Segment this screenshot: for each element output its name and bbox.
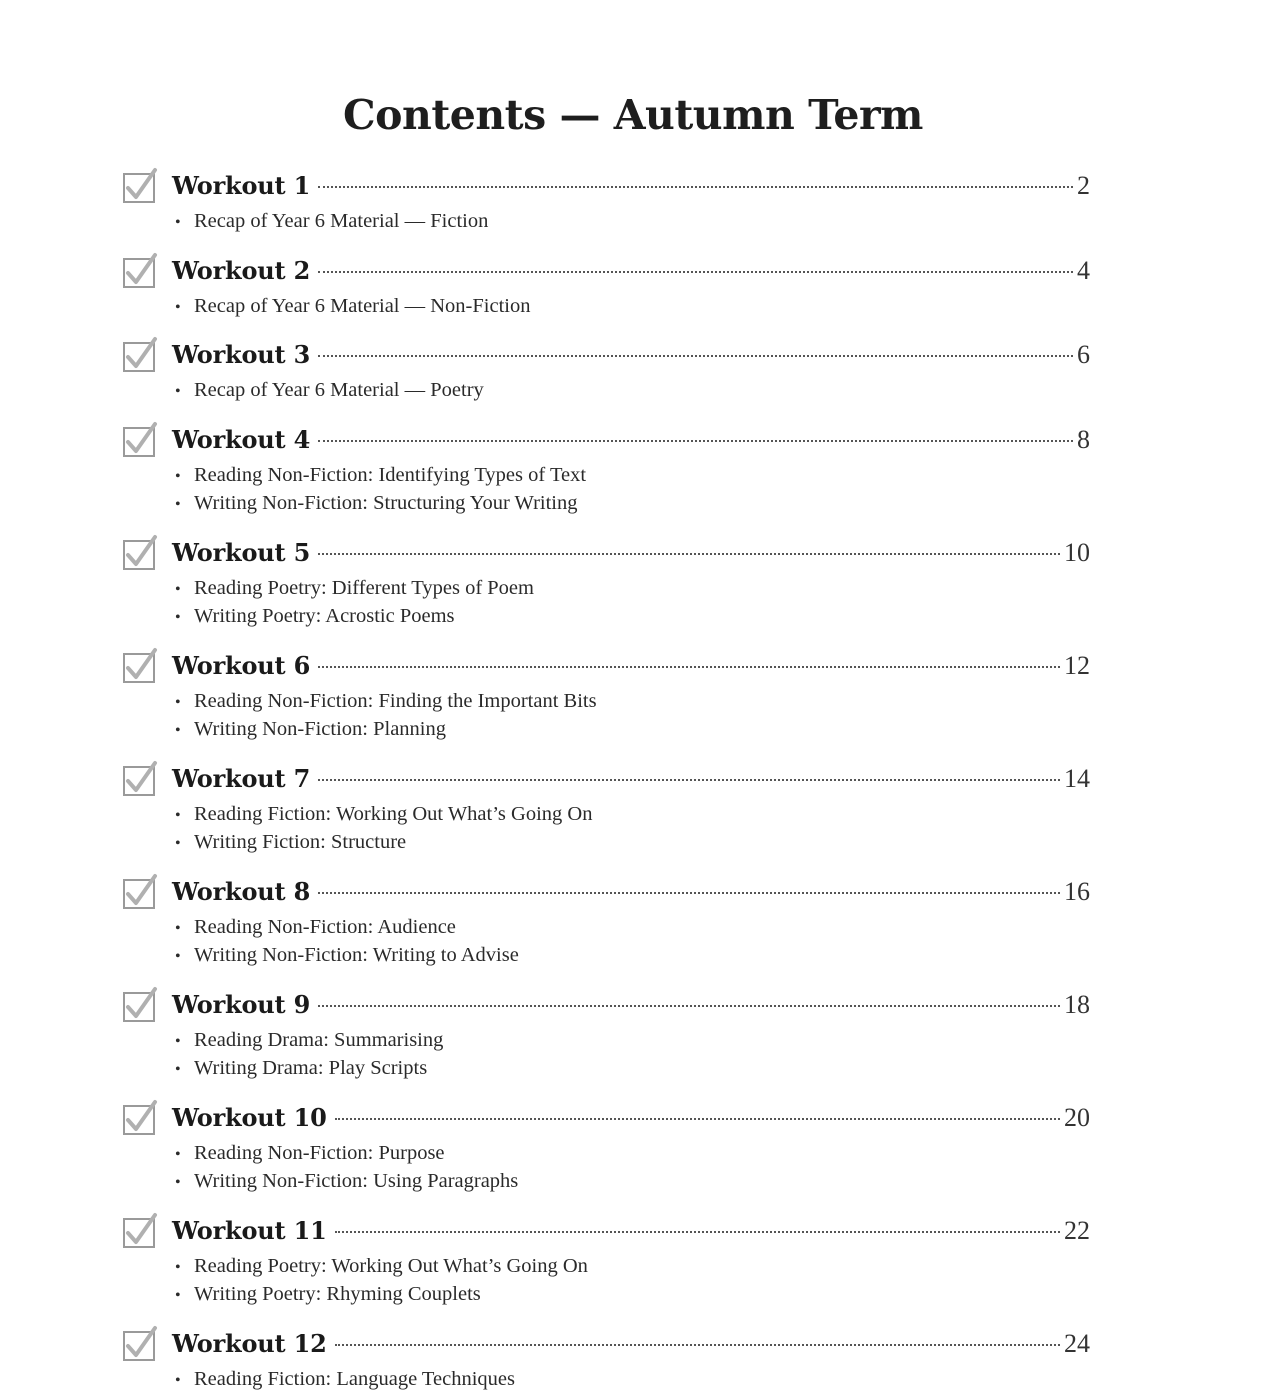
topic-list — [122, 913, 1090, 970]
toc-entry-heading — [122, 645, 1090, 687]
checkbox-tick-icon[interactable] — [122, 987, 158, 1023]
topic-list — [122, 1026, 1090, 1083]
page-title: Contents — Autumn Term — [343, 91, 923, 139]
topic-text: Reading Non-Fiction: Identifying Types of Text — [194, 463, 587, 486]
bullet-icon: • — [175, 383, 181, 400]
topic-item — [175, 1139, 1090, 1168]
bullet-icon: • — [175, 722, 181, 739]
bullet-icon: • — [175, 609, 181, 626]
entry-spacer — [122, 405, 1090, 419]
entry-spacer — [122, 744, 1090, 758]
toc-entry-heading — [122, 165, 1090, 207]
bullet-icon: • — [175, 693, 181, 711]
toc-entry — [122, 984, 1090, 1083]
topic-text: Writing Drama: Play Scripts — [194, 1057, 428, 1079]
topic-item — [175, 1252, 1090, 1281]
toc-entry-heading — [122, 419, 1090, 461]
entry-spacer — [122, 970, 1090, 984]
workout-title: Workout 6 — [172, 650, 311, 680]
bullet-icon: • — [175, 298, 181, 316]
topic-list — [122, 687, 1090, 744]
topic-text: Reading Poetry: Different Types of Poem — [194, 576, 534, 599]
bullet-icon: • — [175, 1032, 181, 1050]
page-number: 6 — [1077, 340, 1090, 369]
workout-title: Workout 8 — [172, 876, 311, 906]
dot-leader — [318, 440, 1073, 442]
bullet-icon: • — [175, 1371, 181, 1389]
topic-list — [122, 1365, 1090, 1394]
topic-item — [175, 687, 1090, 716]
bullet-icon: • — [175, 1287, 181, 1304]
entry-spacer — [122, 1083, 1090, 1097]
dot-leader — [318, 355, 1073, 357]
entry-spacer — [122, 857, 1090, 871]
dot-leader — [318, 892, 1060, 894]
topic-text: Recap of Year 6 Material — Non-Fiction — [194, 294, 531, 317]
checkbox-tick-icon[interactable] — [122, 874, 158, 910]
topic-list — [122, 1139, 1090, 1196]
toc-entry — [122, 1097, 1090, 1196]
workout-title: Workout 1 — [172, 171, 311, 200]
dot-leader — [318, 779, 1060, 781]
entry-spacer — [122, 236, 1090, 250]
workout-title: Workout 11 — [172, 1215, 327, 1245]
workout-title: Workout 5 — [172, 537, 311, 567]
toc-entry-heading — [122, 1323, 1090, 1365]
entry-spacer — [122, 320, 1090, 334]
toc-entry — [122, 419, 1090, 518]
toc-entry-heading — [122, 758, 1090, 800]
page-number: 16 — [1064, 876, 1090, 906]
topic-text: Reading Non-Fiction: Audience — [194, 915, 456, 938]
bullet-icon: • — [175, 467, 181, 485]
page-number: 22 — [1064, 1215, 1090, 1245]
toc-entry-heading — [122, 532, 1090, 574]
topic-text: Writing Poetry: Rhyming Couplets — [194, 1283, 481, 1305]
workout-title: Workout 2 — [172, 255, 311, 285]
topic-text: Writing Non-Fiction: Planning — [194, 718, 446, 740]
topic-list — [122, 207, 1090, 236]
page-number: 2 — [1077, 171, 1090, 200]
bullet-icon: • — [175, 1061, 181, 1078]
dot-leader — [318, 666, 1060, 668]
dot-leader — [335, 1344, 1060, 1346]
topic-item — [175, 489, 1090, 518]
topic-list — [122, 461, 1090, 518]
topic-item — [175, 1026, 1090, 1055]
checkbox-tick-icon[interactable] — [122, 422, 158, 458]
toc-entry — [122, 165, 1090, 236]
topic-text: Reading Non-Fiction: Finding the Important Bits — [194, 689, 597, 712]
bullet-icon: • — [175, 1258, 181, 1276]
topic-text: Writing Non-Fiction: Structuring Your Writing — [194, 492, 578, 514]
toc-entry-heading — [122, 984, 1090, 1026]
topic-list — [122, 574, 1090, 631]
topic-item — [175, 1365, 1090, 1394]
topic-item — [175, 800, 1090, 829]
bullet-icon: • — [175, 580, 181, 598]
topic-item — [175, 1054, 1090, 1083]
topic-text: Reading Poetry: Working Out What’s Going On — [194, 1254, 588, 1277]
dot-leader — [318, 186, 1073, 188]
checkbox-tick-icon[interactable] — [122, 1213, 158, 1249]
checkbox-tick-icon[interactable] — [122, 648, 158, 684]
dot-leader — [335, 1118, 1060, 1120]
bullet-icon: • — [175, 214, 181, 231]
page-number: 20 — [1064, 1102, 1090, 1132]
topic-item — [175, 574, 1090, 603]
topic-item — [175, 715, 1090, 744]
toc-entry-heading — [122, 871, 1090, 913]
topic-list — [122, 292, 1090, 321]
toc-entry — [122, 334, 1090, 405]
topic-text: Recap of Year 6 Material — Fiction — [194, 210, 489, 232]
checkbox-tick-icon[interactable] — [122, 168, 158, 204]
topic-text: Reading Drama: Summarising — [194, 1028, 444, 1051]
entry-spacer — [122, 631, 1090, 645]
checkbox-tick-icon[interactable] — [122, 1326, 158, 1362]
topic-text: Writing Non-Fiction: Using Paragraphs — [194, 1170, 519, 1192]
topic-text: Reading Fiction: Working Out What’s Going On — [194, 802, 593, 825]
workout-title: Workout 3 — [172, 340, 311, 369]
topic-list — [122, 800, 1090, 857]
topic-text: Reading Fiction: Language Techniques — [194, 1367, 515, 1390]
bullet-icon: • — [175, 1174, 181, 1191]
topic-item — [175, 1167, 1090, 1196]
toc-entry — [122, 871, 1090, 970]
bullet-icon: • — [175, 806, 181, 824]
toc-entry-heading — [122, 1097, 1090, 1139]
topic-text: Reading Non-Fiction: Purpose — [194, 1141, 445, 1164]
checkbox-tick-icon[interactable] — [122, 761, 158, 797]
workout-title: Workout 10 — [172, 1102, 327, 1132]
workout-title: Workout 9 — [172, 989, 311, 1019]
topic-list — [122, 376, 1090, 405]
workout-title: Workout 7 — [172, 763, 311, 793]
workout-title: Workout 12 — [172, 1328, 327, 1358]
entry-spacer — [122, 1196, 1090, 1210]
bullet-icon: • — [175, 948, 181, 965]
topic-text: Writing Poetry: Acrostic Poems — [194, 605, 455, 627]
checkbox-tick-icon[interactable] — [122, 535, 158, 571]
topic-item — [175, 376, 1090, 405]
page-number: 12 — [1064, 650, 1090, 680]
toc-entry — [122, 645, 1090, 744]
bullet-icon: • — [175, 919, 181, 937]
page-number: 10 — [1064, 537, 1090, 567]
toc-entry-heading — [122, 1210, 1090, 1252]
toc-entry — [122, 250, 1090, 321]
dot-leader — [318, 553, 1060, 555]
topic-text: Recap of Year 6 Material — Poetry — [194, 379, 484, 401]
toc-entry — [122, 532, 1090, 631]
toc-entry — [122, 1210, 1090, 1309]
toc-entry-heading — [122, 250, 1090, 292]
dot-leader — [318, 1005, 1060, 1007]
checkbox-tick-icon[interactable] — [122, 1100, 158, 1136]
page-number: 8 — [1077, 424, 1090, 454]
topic-item — [175, 1280, 1090, 1309]
dot-leader — [335, 1231, 1060, 1233]
bullet-icon: • — [175, 496, 181, 513]
bullet-icon: • — [175, 1145, 181, 1163]
workout-title: Workout 4 — [172, 424, 311, 454]
topic-item — [175, 941, 1090, 970]
toc-entry — [122, 758, 1090, 857]
page-number: 4 — [1077, 255, 1090, 285]
entry-spacer — [122, 518, 1090, 532]
topic-text: Writing Fiction: Structure — [194, 831, 407, 853]
toc-entry-heading — [122, 334, 1090, 376]
topic-item — [175, 461, 1090, 490]
toc-entry — [122, 1323, 1090, 1394]
topic-text: Writing Non-Fiction: Writing to Advise — [194, 944, 519, 966]
topic-list — [122, 1252, 1090, 1309]
topic-item — [175, 292, 1090, 321]
page-number: 14 — [1064, 763, 1090, 793]
dot-leader — [318, 271, 1073, 273]
page-number: 24 — [1064, 1328, 1090, 1358]
topic-item — [175, 207, 1090, 236]
topic-item — [175, 828, 1090, 857]
table-of-contents — [122, 165, 1090, 1393]
checkbox-tick-icon[interactable] — [122, 253, 158, 289]
checkbox-tick-icon[interactable] — [122, 337, 158, 373]
bullet-icon: • — [175, 835, 181, 852]
topic-item — [175, 913, 1090, 942]
entry-spacer — [122, 1309, 1090, 1323]
topic-item — [175, 602, 1090, 631]
page-number: 18 — [1064, 989, 1090, 1019]
